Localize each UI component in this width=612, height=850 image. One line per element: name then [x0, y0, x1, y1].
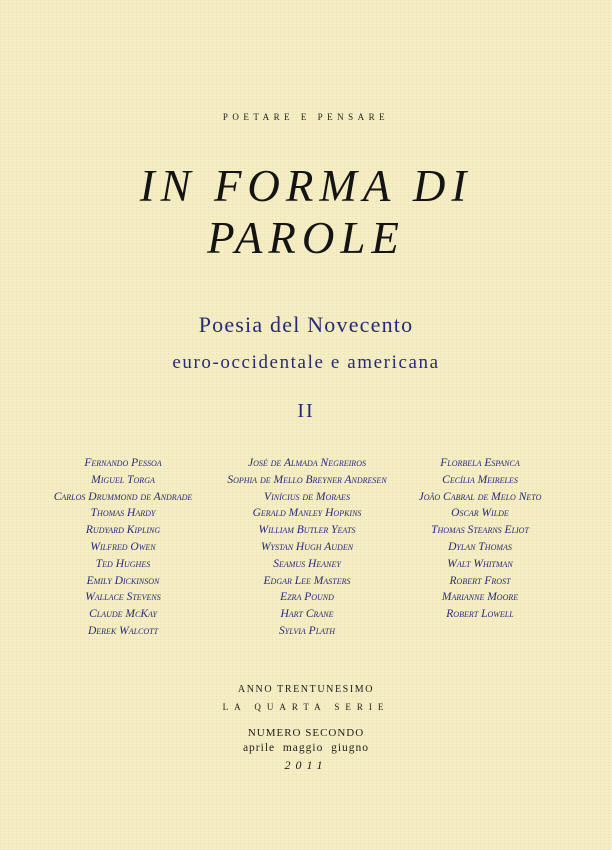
authors-column-3: [400, 455, 560, 623]
author-name: Claude McKay: [89, 608, 157, 621]
author-name: Gerald Manley Hopkins: [252, 507, 362, 520]
author-name: João Cabral de Melo Neto: [418, 490, 542, 503]
author-name: Rudyard Kipling: [85, 524, 161, 537]
author-name: Walt Whitman: [447, 557, 513, 570]
author-name: Robert Frost: [449, 574, 511, 587]
author-name: Thomas Hardy: [90, 507, 156, 520]
issue-year: 2011: [284, 758, 328, 772]
author-name: Fernando Pessoa: [84, 457, 162, 469]
issue-months: aprile maggio giugno: [242, 742, 370, 754]
author-name: William Butler Yeats: [258, 524, 356, 537]
author-name: Emily Dickinson: [86, 574, 160, 587]
subtitle-line-1: Poesia del Novecento: [198, 312, 414, 337]
year-of-publication-label: ANNO TRENTUNESIMO: [237, 684, 375, 695]
series-label: POETARE E PENSARE: [222, 112, 390, 122]
author-name: Thomas Stearns Eliot: [431, 524, 529, 537]
author-name: Wilfred Owen: [90, 540, 156, 553]
author-name: Miguel Torga: [91, 473, 155, 486]
author-name: Derek Walcott: [87, 624, 159, 637]
author-name: Seamus Heaney: [273, 557, 341, 570]
subtitle-line-2: euro-occidentale e americana: [172, 352, 440, 373]
title-line-2: PAROLE: [207, 213, 405, 263]
author-name: Dylan Thomas: [448, 540, 512, 553]
author-name: Cecília Meireles: [442, 473, 518, 486]
volume-number: II: [297, 400, 315, 422]
author-name: Vinícius de Moraes: [264, 490, 350, 503]
author-name: Hart Crane: [280, 608, 334, 621]
authors-column-2: [204, 455, 410, 640]
series-edition-label: LA QUARTA SERIE: [222, 702, 390, 712]
author-name: Edgar Lee Masters: [263, 574, 351, 587]
title-line-1: IN FORMA DI: [139, 161, 473, 211]
author-name: José de Almada Negreiros: [248, 457, 366, 469]
author-name: Sylvia Plath: [279, 624, 335, 637]
author-name: Carlos Drummond de Andrade: [53, 490, 193, 503]
authors-column-1: [30, 455, 216, 640]
issue-number-label: NUMERO SECONDO: [247, 727, 365, 739]
author-name: Wallace Stevens: [85, 591, 161, 604]
author-name: Robert Lowell: [446, 608, 514, 621]
author-name: Florbela Espanca: [440, 457, 520, 469]
author-name: Sophia de Mello Breyner Andresen: [227, 473, 387, 486]
author-name: Marianne Moore: [441, 591, 519, 604]
author-name: Oscar Wilde: [451, 507, 509, 520]
author-name: Ted Hughes: [95, 557, 151, 570]
author-name: Wystan Hugh Auden: [260, 540, 354, 553]
author-name: Ezra Pound: [280, 591, 334, 604]
